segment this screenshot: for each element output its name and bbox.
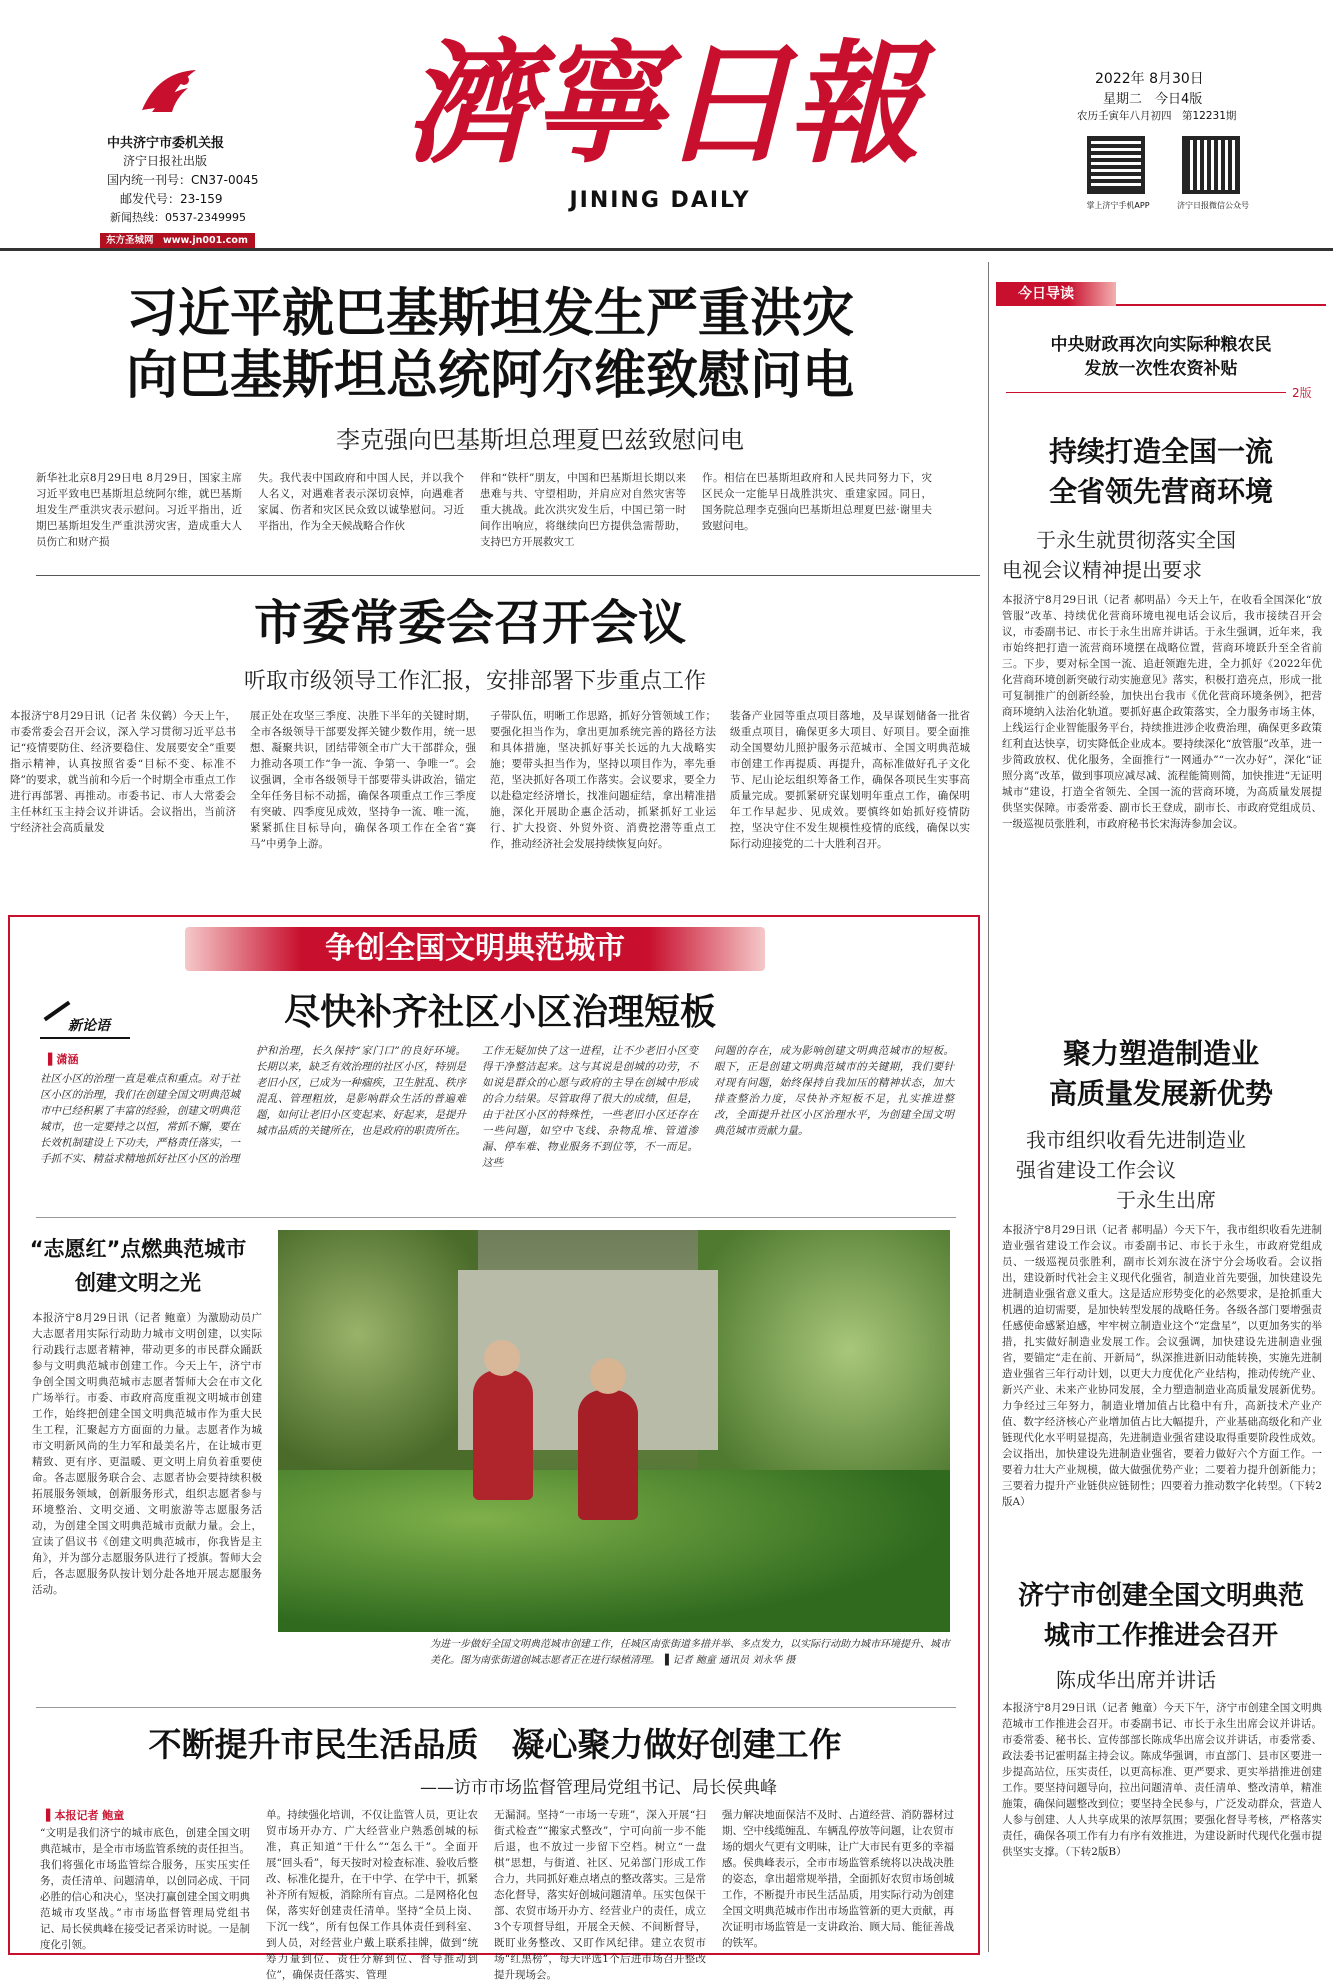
issue-weekday: 星期二 今日4版 [1103,92,1203,107]
standing-col-2: 展正处在攻坚三季度、决胜下半年的关键时期，全市各级领导干部要发挥关键少数作用，统一思想、凝聚共识，团结带领全市广大干部群众，强力推动各项工作“争一流、争第一、争唯一”。会议强调，全市各级领导干部要带头讲政治，锚定全年任务目标不动摇，确保各项重点工作三季度有突破、四季度见成效，坚持争一流、唯一流，紧紧抓住目标导向，确保各项工作在全省“赛马”中勇争上游。 [250,710,476,850]
comment-col-2: 护和治理，长久保持“家门口”的良好环境。长期以来，缺乏有效治理的社区小区，特别是老旧小区，已成为一种痼疾，卫生脏乱、秩序混乱、管理粗放，是影响群众生活的普遍难题，如何让老旧小区变起来、好起来，是提升城市品质的关键所在，也是政府的职责所在。 [256,1045,466,1137]
a2-subtitle-3: 于永生出席 [1116,1188,1216,1212]
a2-subtitle-2: 强省建设工作会议 [1016,1158,1176,1182]
sidebar-article-1 [996,420,1326,1020]
pen-icon [44,1001,71,1021]
interview-divider [36,1707,956,1708]
interview-col-3: 无漏洞。坚持“一市场一专班”，深入开展“扫街式检查”“搬家式整改”，宁可向前一步不能后退，也不放过一步留下空档。树立“一盘棋”思想，与街道、社区、兄弟部门形成工作合力，共同抓好难点堵点的整改落实。三是常态化督导，落实好创城问题清单。压实包保干部、农贸市场开办方、经营业户的责任，成立3个专项督导组，开展全天候、不间断督导，既盯业务整改、又盯作风纪律。建立农贸市场“红黑榜”，每天评选1个后进市场召开整改提升现场会。 [494,1809,706,1981]
newspaper-logo-icon [138,62,204,118]
a3-headline-1: 济宁市创建全国文明典范 [1017,1581,1304,1611]
today-guide-label [996,282,1116,306]
comment-tag-underline [40,1037,130,1039]
a1-headline-1: 持续打造全国一流 [1048,435,1273,468]
interview-col-4: 强力解决地面保洁不及时、占道经营、消防器材过期、空中线缆缠乱、车辆乱停放等问题，让农贸市场的烟火气更有文明味，让广大市民有更多的幸福感。侯典峰表示，全市市场监管系统将以决战决胜的姿态，拿出超常规举措，全面抓好农贸市场创城工作，不断提升市民生活品质，用实际行动为创建全国文明典范城市作出市场监管新的更大贡献，再次证明市场监管是一支讲政治、顾大局、能征善战的铁军。 [722,1809,954,1949]
issue-lunar: 农历壬寅年八月初四 第12231期 [1077,110,1237,122]
a3-headline-2: 城市工作推进会召开 [1043,1621,1278,1651]
lead-headline-2: 向巴基斯坦总统阿尔维致慰问电 [125,346,854,406]
a1-subtitle-2: 电视会议精神提出要求 [1002,558,1202,582]
photo-caption: 为进一步做好全国文明典范城市创建工作，任城区南张街道多措并举、多点发力，以实际行动助力城市环境提升、城市美化。图为南张街道创城志愿者正在进行绿植清理。 ▌记者 鲍童 通讯员 刘永华 摄 [430,1639,950,1666]
website-text: 东方圣城网 www.jn001.com [106,235,248,246]
comment-tag: 新论语 [68,1018,110,1034]
masthead [0,0,1333,260]
a1-headline-2: 全省领先营商环境 [1048,475,1273,508]
a2-headline-2: 高质量发展新优势 [1048,1077,1273,1110]
website-banner[interactable] [100,233,255,249]
masthead-hotline: 新闻热线：0537-2349995 [110,211,246,224]
sidebar-article-3 [996,1560,1326,1955]
lead-divider [36,575,980,576]
standing-col-4: 装备产业园等重点项目落地，及早谋划储备一批省级重点项目，确保更多大项目、好项目。要全面推动全国婴幼儿照护服务示范城市、全国文明典范城市创建工作再提质、再提升，高标准做好孔子文化节、尼山论坛组织筹备工作，确保各项民生实事高质量完成。要抓紧研究谋划明年重点工作，确保明年工作早起步、见成效。要慎终如始抓好疫情防控，坚决守住不发生规模性疫情的底线，确保以实际行动迎接党的二十大胜利召开。 [730,710,970,850]
a2-text: 本报济宁8月29日讯（记者 郝明晶）今天下午，我市组织收看先进制造业强省建设工作会议。市委副书记、市长于永生，市政府党组成员、一级巡视员张胜利，副市长刘东波在济宁分会场收看。会议指出，建设新时代社会主义现代化强省，制造业首先要强，加快建设先进制造业强省意义重大。这是适应形势变化的必然要求，是抢抓重大机遇的迫切需要，是加快转型发展的战略任务。各级各部门要增强责任感使命感紧迫感，牢牢树立制造业这个“定盘星”，以更加务实的举措，扎实做好制造业发展工作。会议强调，加快建设先进制造业强省，要锚定“走在前、开新局”，纵深推进新旧动能转换，实施先进制造业强省三年行动计划，以更大力度优化产业结构，推动传统产业、新兴产业、未来产业协同发展，全力塑造制造业高质量发展新优势。力争经过三年努力，制造业增加值占比稳中有升，高新技术产业产值、数字经济核心产业增加值占比大幅提升，产业基础高级化和产业链现代化水平明显提高，先进制造业强省建设取得重要阶段性成效。会议指出，加快建设先进制造业强省，要着力做好六个方面工作。一要着力壮大产业规模，做大做强优势产业；二要着力提升创新能力；三要着力提升产业链供应链韧性；四要着力推动数字化转型。（下转2版A） [1002,1224,1322,1508]
qr-label-app: 掌上济宁手机APP [1086,201,1150,210]
qr-code-wechat-icon[interactable] [1182,136,1240,194]
lead-col-3: 伴和“铁杆”朋友，中国和巴基斯坦长期以来患难与共、守望相助，并肩应对自然灾害等重大挑战。此次洪灾发生后，中国已第一时间作出响应，将继续向巴方提供急需帮助，支持巴方开展救灾工 [480,472,686,548]
interview-headline: 不断提升市民生活品质 凝心聚力做好创建工作 [148,1725,842,1764]
lead-col-2: 失。我代表中国政府和中国人民，并以我个人名义，对遇难者表示深切哀悼，向遇难者家属、伤者和灾区民众致以诚挚慰问。习近平指出，作为全天候战略合作伙 [258,472,464,532]
a3-text: 本报济宁8月29日讯（记者 鲍童）今天下午，济宁市创建全国文明典范城市工作推进会召开。市委副书记、市长于永生出席会议并讲话。市委常委、秘书长、宣传部部长陈成华出席会议并讲话，市委常委、政法委书记霍明磊主持会议。陈成华强调，市直部门、县市区要进一步提高站位，压实责任，以更高标准、更严要求、更实举措推进创建工作。要坚持问题导向，拉出问题清单、责任清单、整改清单，精准施策，确保问题整改到位；要坚持全民参与，广泛发动群众，营造人人参与创建、人人共享成果的浓厚氛围；要强化督导考核，严格落实责任，确保各项工作有力有序有效推进，为建设新时代现代化强市提供坚实支撑。（下转2版B） [1002,1702,1322,1858]
sidebar-divider [988,262,989,1952]
a3-subtitle: 陈成华出席并讲话 [1056,1668,1216,1692]
masthead-rule [0,248,1333,251]
comment-headline: 尽快补齐社区小区治理短板 [283,992,716,1033]
masthead-cn: 国内统一刊号：CN37-0045 [107,173,259,187]
standing-subtitle: 听取市级领导工作汇报，安排部署下步重点工作 [243,669,706,694]
guide-page[interactable]: 2版 [1292,386,1312,400]
interview-col-1: “文明是我们济宁的城市底色，创建全国文明典范城市，是全市市场监管系统的责任担当。我们将强化市场监管综合服务，压实压实任务，责任清单、问题清单，以创同必成、干同必胜的信心和决心，坚决打赢创建全国文明典范城市攻坚战。”市市场监督管理局党组书记、局长侯典峰在接受记者采访时说。一是制度化引领。 [40,1827,250,1951]
volunteer-headline-2: 创建文明之光 [75,1271,201,1295]
standing-committee-article [0,580,980,910]
photo-volunteer-1 [473,1370,533,1500]
photo-tree-left [278,1230,478,1490]
lead-article [0,260,980,570]
newspaper-title-en: JINING DAILY [569,188,751,213]
interview-col-2: 单。持续强化培训，不仅让监管人员，更让农贸市场开办方、广大经营业户熟悉创城的标准，真正知道“干什么”“怎么干”。全面开展“回头看”，每天按时对检查标准、验收后整改、标准化提升，在干中学、在学中干，抓紧补齐所有短板，消除所有盲点。二是网格化包保，落实好创建责任清单。坚持“全员上岗、下沉一线”，所有包保工作具体责任到科室、到人员，对经营业户戴上联系挂牌，做到“统筹力量到位、责任分解到位、督导推动到位”，确保责任落实、管理 [266,1809,478,1981]
masthead-org2: 济宁日报社出版 [123,154,208,168]
lead-col-4: 作。相信在巴基斯坦政府和人民共同努力下，灾区民众一定能早日战胜洪灾、重建家园。同日，国务院总理李克强向巴基斯坦总理夏巴兹·谢里夫致慰问电。 [702,472,932,532]
today-guide [996,276,1326,416]
civil-banner-text: 争创全国文明典范城市 [325,931,625,966]
today-guide-label-text: 今日导读 [1018,286,1074,302]
lead-headline-1: 习近平就巴基斯坦发生严重洪灾 [125,284,854,344]
standing-headline: 市委常委会召开会议 [253,595,686,651]
qr-label-wechat: 济宁日报微信公众号 [1177,201,1249,210]
a1-text: 本报济宁8月29日讯（记者 郝明晶）今天上午，在收看全国深化“放管服”改革、持续优化营商环境电视电话会议后，我市接续召开会议，市委副书记、市长于永生出席并讲话。于永生强调，近年来，我市始终把打造一流营商环境摆在战略位置，营商环境跃升至全省前三。下步，要对标全国一流、追赶领跑先进，全力抓好《2022年优化营商环境创新突破行动实施意见》落实，积极打造亮点，形成一批可复制推广的创新经验，加快出台我市《优化营商环境条例》，把营商环境纳入法治化轨道。要抓好惠企政策落实，全力服务市场主体，上线运行企业智能服务平台，持续推进涉企收费治理，确保更多政策红利直达快享，切实降低企业成本。要持续深化“放管服”改革，进一步简政放权、优化服务，全面推行“一网通办”“一次办好”，深化“证照分离”改革，做到事项应减尽减、流程能简则简，加快推进“无证明城市”建设，打造全省领先、全国一流的营商环境，为高质量发展提供坚实保障。市委常委、副市长王登成，副市长、市政府党组成员、一级巡视员张胜利，市政府秘书长宋海涛参加会议。 [1002,594,1322,830]
photo-volunteer-2-head [590,1358,626,1394]
civil-city-section [8,915,980,1981]
qr-code-app-icon[interactable] [1087,136,1145,194]
a2-subtitle-1: 我市组织收看先进制造业 [1026,1128,1246,1152]
guide-headline-2[interactable]: 发放一次性农资补贴 [1084,359,1238,379]
interview-subtitle: ——访市市场监督管理局党组书记、局长侯典峰 [420,1778,777,1798]
lead-col-1: 新华社北京8月29日电 8月29日，国家主席习近平致电巴基斯坦总统阿尔维，就巴基斯坦发生严重洪灾表示慰问。习近平指出，近期巴基斯坦发生严重洪涝灾害，造成重大人员伤亡和财产损 [36,472,242,548]
standing-col-1: 本报济宁8月29日讯（记者 朱仪鹤）今天上午，市委常委会召开会议，深入学习贯彻习近平总书记“疫情要防住、经济要稳住、发展要安全”重要指示精神，认真按照省委“目标不变、标准不降”的要求，就当前和今后一个时期全市重点工作进行再部署、再推动。市委书记、市人大常委会主任林红玉主持会议并讲话。会议指出，当前济宁经济社会高质量发 [10,710,236,834]
a1-subtitle-1: 于永生就贯彻落实全国 [1036,528,1236,552]
masthead-post: 邮发代号：23-159 [120,192,223,206]
newspaper-title: 濟寧日報 [404,27,916,182]
comment-author: ▌潇涵 [48,1053,79,1066]
volunteer-text: 本报济宁8月29日讯（记者 鲍童）为激励动员广大志愿者用实际行动助力城市文明创建，以实际行动践行志愿者精神，带动更多的市民群众踊跃参与文明典范城市创建工作。今天上午，济宁市争创全国文明典范城市志愿者誓师大会在市文化广场举行。市委、市政府高度重视文明城市创建工作，始终把创建全国文明典范城市作为重大民生工程，汇聚起方方面面的力量。志愿者作为城市文明新风尚的生力军和最美名片，在让城市更精致、更有序、更温暖、更文明上肩负着重要使命。各志愿服务联合会、志愿者协会要持续积极拓展服务领域，创新服务形式，组织志愿者参与环境整治、文明交通、文明旅游等志愿服务活动，为创建全国文明典范城市贡献力量。会上，宣读了倡议书《创建文明典范城市，你我皆是主角》，并为部分志愿服务队进行了授旗。誓师大会后，各志愿服务队按计划分赴各地开展志愿服务活动。 [32,1312,262,1596]
masthead-org1: 中共济宁市委机关报 [107,136,225,151]
comment-divider [36,1217,956,1218]
guide-headline-1[interactable]: 中央财政再次向实际种粮农民 [1050,335,1272,355]
sidebar-article-2 [996,1020,1326,1550]
photo-volunteer-1-head [484,1340,520,1376]
a2-headline-1: 聚力塑造制造业 [1062,1037,1259,1070]
comment-col-1: 社区小区的治理一直是难点和重点。对于社区小区的治理，我们在创建全国文明典范城市中已经积累了丰富的经验，创建文明典范城市，也一定要持之以恒，常抓不懈，要在长效机制建设上下功夫，严格责任落实，一手抓不实、精益求精地抓好社区小区的治理 [40,1073,240,1165]
news-photo[interactable] [278,1230,950,1632]
comment-col-3: 工作无疑加快了这一进程，让不少老旧小区变得干净整洁起来。这与其说是创城的功劳，不如说是群众的心愿与政府的主导在创城中形成的合力结果。尽管取得了很大的成绩，但是，由于社区小区的特殊性，一些老旧小区还存在一些问题，如空中飞线、杂物乱堆、管道渗漏、停车难、物业服务不到位等，不一而足。这些 [482,1045,698,1169]
standing-col-3: 子带队伍，明晰工作思路，抓好分管领域工作；要强化担当作为，拿出更加系统完善的路径方法和具体措施，坚决抓好事关长远的九大战略实施；要带头担当作为，坚持以项目作为，率先垂范，坚决抓好各项工作落实。会议要求，要全力以赴稳定经济增长，找准问题症结，拿出精准措施，深化开展助企惠企活动，抓紧抓好工业运行、扩大投资、外贸外资、消费挖潜等重点工作，推动经济社会发展持续恢复向好。 [490,710,716,850]
guide-page-line [1006,392,1286,393]
comment-col-4: 问题的存在，成为影响创建文明典范城市的短板。眼下，正是创建文明典范城市的关键期，我们要针对现有问题，始终保持自我加压的精神状态，加大排查整治力度，尽快补齐短板不足，扎实推进整改，全面提升社区小区治理水平，为创建全国文明典范城市贡献力量。 [714,1045,954,1137]
lead-subtitle: 李克强向巴基斯坦总理夏巴兹致慰问电 [336,426,744,454]
volunteer-headline-1: “志愿红”点燃典范城市 [29,1237,247,1261]
interview-author: ▌本报记者 鲍童 [46,1809,125,1822]
today-guide-line [1116,304,1326,306]
issue-date: 2022年 8月30日 [1095,71,1204,87]
civil-banner [185,927,765,971]
photo-volunteer-2 [578,1390,638,1520]
